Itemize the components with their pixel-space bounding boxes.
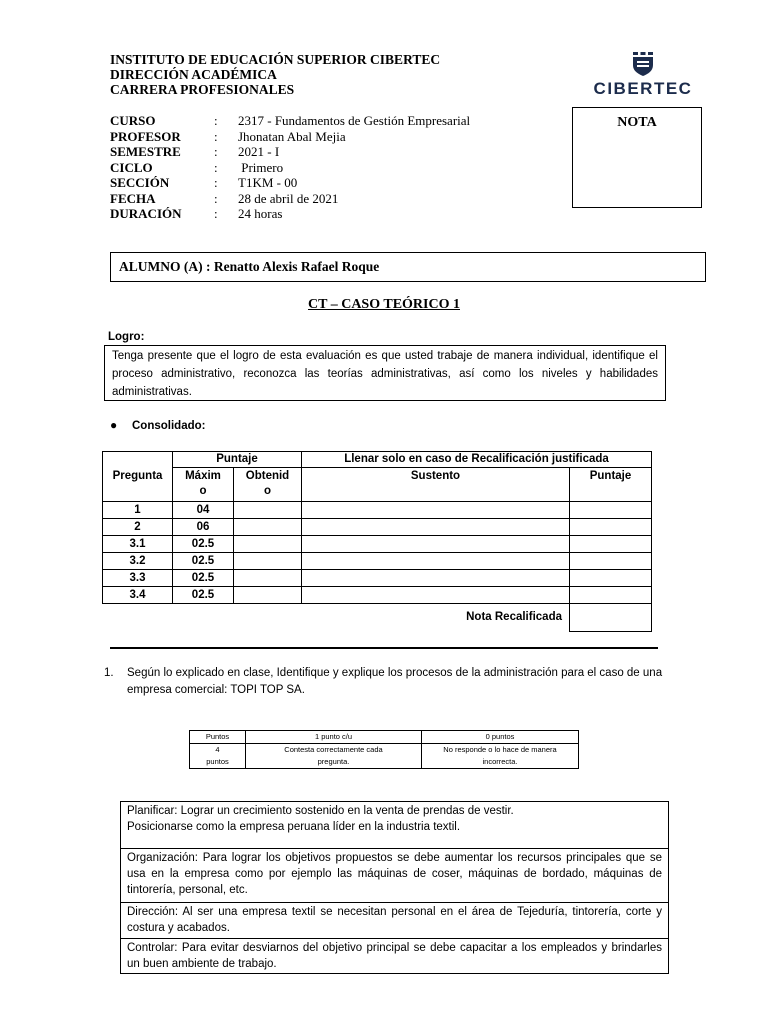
info-value: 28 de abril de 2021	[238, 190, 339, 206]
student-name-box: ALUMNO (A) : Renatto Alexis Rafael Roque	[110, 252, 706, 282]
rubric-incorrect-cell	[422, 744, 579, 769]
institution-name: INSTITUTO DE EDUCACIÓN SUPERIOR CIBERTEC	[110, 52, 441, 67]
table-row	[103, 587, 652, 604]
score-table	[102, 451, 652, 632]
rubric-1punto-header: 1 punto c/u	[246, 731, 422, 744]
maximo-line-1: Máxim	[185, 470, 221, 482]
logro-label: Logro:	[108, 331, 145, 343]
recalificacion-header: Llenar solo en caso de Recalificación justificada	[302, 452, 652, 468]
maximo-cell: 06	[173, 519, 234, 536]
question-text: Según lo explicado en clase, Identifique y explique los procesos de la administración para el caso de una empresa comercial: TOPI TOP SA.	[127, 667, 663, 696]
pregunta-cell: 1	[103, 502, 173, 519]
rubric-puntos-value: 4	[215, 745, 220, 754]
sustento-cell	[302, 519, 570, 536]
planificar-line-1: Planificar: Lograr un crecimiento sostenido en la venta de prendas de vestir.	[127, 805, 514, 817]
table-subheader-row	[103, 468, 652, 502]
info-value: Jhonatan Abal Mejia	[238, 128, 346, 144]
answer-direccion: Dirección: Al ser una empresa textil se necesitan personal en el área de Tejeduría, tintorería, corte y costura y acabados.	[121, 903, 668, 939]
info-colon: :	[214, 159, 218, 175]
answer-organizacion: Organización: Para lograr los objetivos propuestos se debe aumentar los recursos principales que se usa en la empresa como por ejemplo las máquinas de coser, máquinas de bordado, máquinas de tintorería, personal, etc.	[121, 849, 668, 903]
question-number: 1.	[104, 667, 114, 679]
answer-controlar: Controlar: Para evitar desviarnos del objetivo principal se debe capacitar a los empleados y brindarles un buen ambiente de trabajo.	[127, 942, 662, 970]
answers-box	[120, 801, 669, 974]
obtenido-cell	[234, 536, 302, 553]
nota-label: NOTA	[617, 115, 657, 130]
info-label: SECCIÓN	[110, 175, 170, 190]
obtenido-line-1: Obtenid	[245, 470, 290, 482]
course-info	[110, 113, 470, 222]
obtenido-cell	[234, 553, 302, 570]
info-value: 2317 - Fundamentos de Gestión Empresarial	[238, 113, 471, 128]
info-colon: :	[214, 175, 218, 190]
puntaje-cell	[570, 570, 652, 587]
info-label: FECHA	[110, 190, 156, 206]
info-colon: :	[214, 190, 218, 206]
obtenido-line-2: o	[263, 485, 272, 497]
table-row	[103, 536, 652, 553]
maximo-cell: 02.5	[173, 536, 234, 553]
puntaje-cell	[570, 519, 652, 536]
bullet-icon: ●	[110, 418, 118, 432]
planificar-line-2: Posicionarse como la empresa peruana líder en la industria textil.	[127, 821, 461, 833]
info-label: CURSO	[110, 113, 156, 128]
puntaje-cell	[570, 587, 652, 604]
puntaje-cell	[570, 536, 652, 553]
rubric-table	[189, 730, 579, 769]
nota-box	[572, 107, 702, 208]
puntaje-cell	[570, 553, 652, 570]
rubric-incorrect-line-1: No responde o lo hace de manera	[443, 745, 557, 754]
logo-text: CIBERTEC	[593, 79, 693, 98]
obtenido-cell	[234, 587, 302, 604]
logro-text: Tenga presente que el logro de esta evaluación es que usted trabaje de manera individual, identifique el proceso administrativo, reconozca las teorías administrativas, así como los niveles y habilidades administrativas.	[104, 345, 666, 401]
nota-recalificada-cell	[570, 604, 652, 632]
question-1	[104, 665, 664, 699]
sustento-cell	[302, 553, 570, 570]
department-name: DIRECCIÓN ACADÉMICA	[110, 67, 277, 82]
exam-title: CT – CASO TEÓRICO 1	[308, 297, 460, 312]
maximo-cell: 02.5	[173, 553, 234, 570]
rubric-correct-line-1: Contesta correctamente cada	[284, 745, 383, 754]
obtenido-cell	[234, 502, 302, 519]
maximo-cell: 02.5	[173, 587, 234, 604]
obtenido-cell	[234, 570, 302, 587]
nota-recalificada-label: Nota Recalificada	[466, 611, 562, 624]
info-colon: :	[214, 144, 218, 159]
info-row-ciclo	[110, 160, 470, 176]
rubric-puntos-header: Puntos	[190, 731, 246, 744]
sustento-cell	[302, 587, 570, 604]
info-label: DURACIÓN	[110, 206, 182, 221]
rubric-header-row	[190, 731, 579, 744]
shield-icon	[632, 52, 654, 76]
rubric-0puntos-header: 0 puntos	[422, 731, 579, 744]
info-colon: :	[214, 128, 218, 144]
pregunta-cell: 3.3	[103, 570, 173, 587]
info-value: Primero	[238, 159, 284, 175]
obtenido-header	[234, 468, 302, 502]
rubric-puntos-cell	[190, 744, 246, 769]
sustento-cell	[302, 570, 570, 587]
info-label: PROFESOR	[110, 128, 181, 144]
rubric-correct-cell	[246, 744, 422, 769]
table-row	[103, 570, 652, 587]
cibertec-logo	[588, 52, 698, 99]
nota-recalificada-row	[103, 604, 652, 632]
maximo-header	[173, 468, 234, 502]
info-colon: :	[214, 206, 218, 221]
section-divider	[110, 647, 658, 649]
sustento-header: Sustento	[302, 468, 570, 502]
sustento-cell	[302, 502, 570, 519]
maximo-cell: 02.5	[173, 570, 234, 587]
table-row	[103, 519, 652, 536]
consolidado-label: Consolidado:	[132, 420, 206, 432]
rubric-correct-line-2: pregunta.	[317, 757, 350, 766]
puntaje-header: Puntaje	[173, 452, 302, 468]
answer-planificar	[121, 802, 668, 849]
rubric-incorrect-line-2: incorrecta.	[482, 757, 518, 766]
pregunta-header: Pregunta	[103, 452, 173, 502]
info-value: 24 horas	[238, 206, 283, 221]
pregunta-cell: 3.1	[103, 536, 173, 553]
table-header-row	[103, 452, 652, 468]
consolidado-heading	[110, 418, 205, 432]
info-value: T1KM - 00	[238, 175, 298, 190]
rubric-row	[190, 744, 579, 769]
info-row-duracion	[110, 206, 470, 222]
info-value: 2021 - I	[238, 144, 280, 159]
info-label: SEMESTRE	[110, 144, 181, 159]
table-row	[103, 553, 652, 570]
pregunta-cell: 3.4	[103, 587, 173, 604]
info-row-seccion	[110, 175, 470, 191]
info-row-profesor	[110, 129, 470, 145]
info-row-semestre	[110, 144, 470, 160]
info-row-curso	[110, 113, 470, 129]
table-row	[103, 502, 652, 519]
maximo-line-2: o	[199, 485, 207, 497]
info-colon: :	[214, 113, 218, 128]
puntaje-recal-header: Puntaje	[570, 468, 652, 502]
sustento-cell	[302, 536, 570, 553]
institution-header	[110, 52, 440, 97]
obtenido-cell	[234, 519, 302, 536]
info-label: CICLO	[110, 159, 153, 175]
rubric-puntos-unit: puntos	[206, 757, 229, 766]
program-name: CARRERA PROFESIONALES	[110, 82, 295, 97]
pregunta-cell: 3.2	[103, 553, 173, 570]
pregunta-cell: 2	[103, 519, 173, 536]
puntaje-cell	[570, 502, 652, 519]
maximo-cell: 04	[173, 502, 234, 519]
info-row-fecha	[110, 191, 470, 207]
